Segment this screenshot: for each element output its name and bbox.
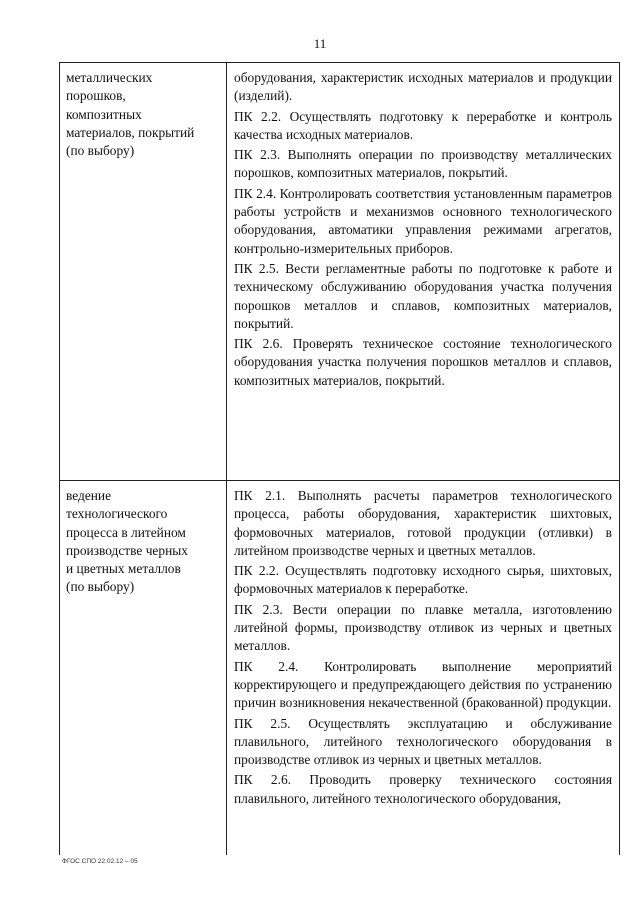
activity-line: материалов, покрытий (66, 124, 195, 140)
activity-cell (60, 481, 227, 856)
competency-item: ПК 2.2. Осуществлять подготовку к переработке и контроль качества исходных материалов. (234, 108, 612, 142)
competency-item: ПК 2.3. Выполнять операции по производству металлических порошков, композитных материалов, покрытий. (234, 147, 612, 181)
competency-item: ПК 2.5. Вести регламентные работы по подготовке к работе и техническому обслуживанию оборудования участка получения порошков металлов и сплавов, композитных материалов, покрытий. (234, 260, 612, 331)
competency-item: ПК 2.1. Выполнять расчеты параметров технологического процесса, работы оборудования, характеристик шихтовых, формовочных материалов, готовой продукции (отливки) в литейном производстве черных и цветных металлов. (234, 488, 612, 558)
competency-item: оборудования, характеристик исходных материалов и продукции (изделий). (234, 70, 612, 104)
table-row (60, 63, 620, 481)
competency-item: ПК 2.4. Контролировать соответствия установленным параметров работы устройств и механизмов основного технологического оборудования, автоматики управления режимами агрегатов, контрольно-измерительных приборов. (234, 185, 612, 256)
table-row (60, 481, 620, 856)
activity-line: ведение (66, 488, 112, 503)
competencies-table (59, 62, 620, 855)
competency-item: ПК 2.6. Проводить проверку технического состояния плавильного, литейного технологического оборудования, (234, 772, 612, 806)
page-number: 11 (313, 36, 327, 51)
document-footer: ФГОС СПО 22.02.12 – 05 (62, 858, 138, 865)
activity-line: металлических (66, 70, 153, 85)
activity-line: композитных (66, 106, 142, 122)
competencies-cell (227, 63, 620, 481)
competencies-cell (227, 481, 620, 856)
competency-item: ПК 2.6. Проверять техническое состояние технологического оборудования участка получения порошков металлов и сплавов, композитных материалов, покрытий. (234, 336, 612, 388)
activity-line: технологического (66, 506, 168, 522)
activity-line: (по выбору) (66, 579, 135, 595)
competency-item: ПК 2.5. Осуществлять эксплуатацию и обслуживание плавильного, литейного технологического оборудования в производстве отливок из черных и цветных металлов. (234, 715, 612, 768)
competency-item: ПК 2.4. Контролировать выполнение мероприятий корректирующего и предупреждающего действия по устранению причин возникновения некачественной (бракованной) продукции. (234, 658, 612, 711)
activity-line: (по выбору) (66, 143, 135, 159)
activity-cell (60, 63, 227, 481)
activity-line: порошков, (66, 88, 126, 104)
activity-line: и цветных металлов (66, 561, 181, 577)
activity-line: производстве черных (66, 542, 188, 558)
competency-item: ПК 2.3. Вести операции по плавке металла, изготовлению литейной формы, производству отливок из черных и цветных металлов. (234, 601, 612, 654)
activity-line: процесса в литейном (66, 524, 186, 540)
competency-item: ПК 2.2. Осуществлять подготовку исходного сырья, шихтовых, формовочных материалов к переработке. (234, 563, 612, 597)
